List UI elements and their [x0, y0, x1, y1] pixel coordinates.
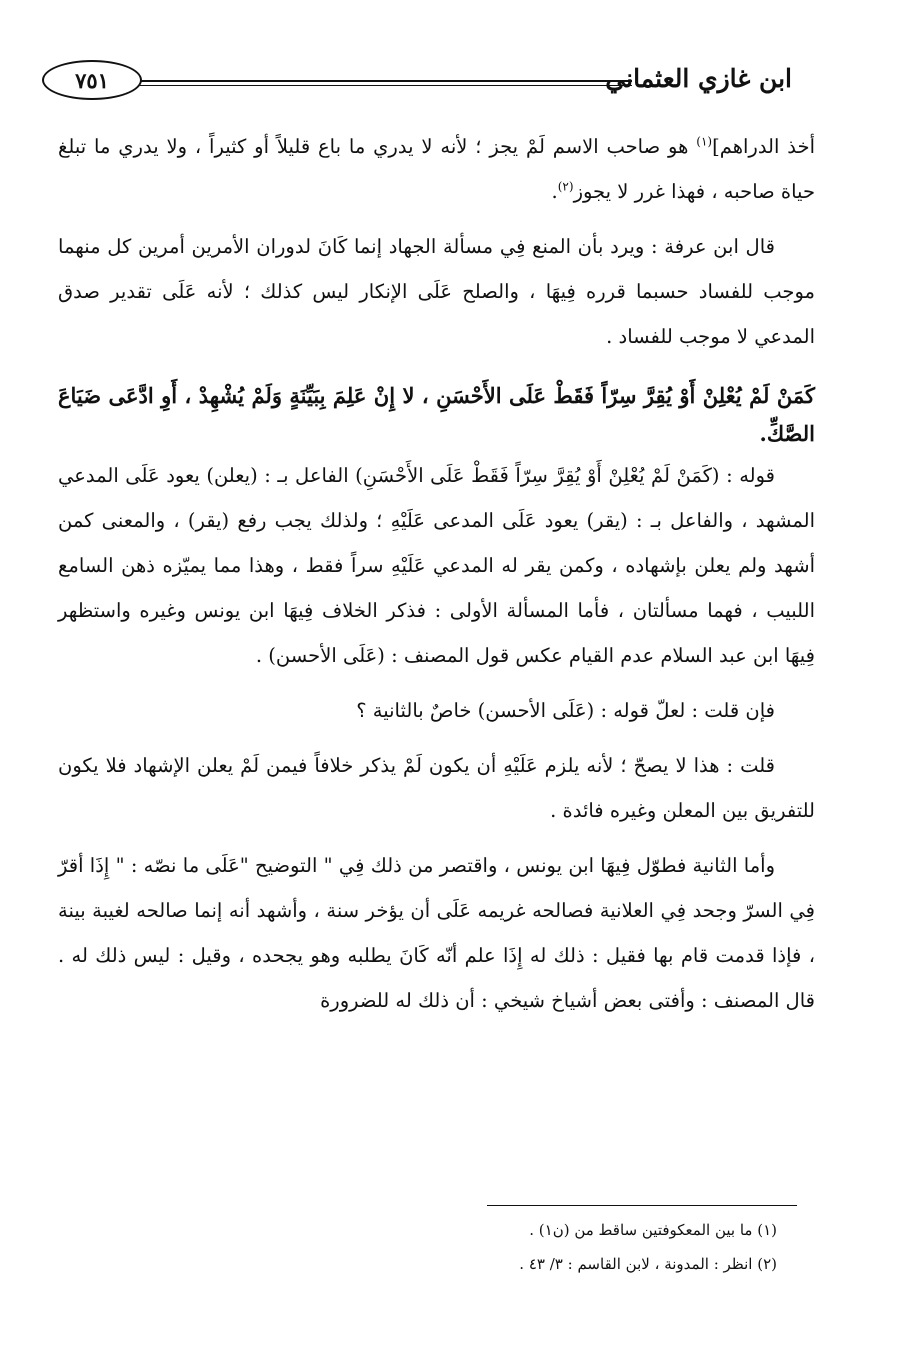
page-number-oval — [42, 60, 142, 100]
page-number: ٧٥١ — [75, 67, 109, 93]
paragraph-1-start: أخذ الدراهم] — [712, 135, 815, 158]
footnote-ref-1[interactable]: (١) — [696, 134, 713, 149]
footnotes — [127, 1213, 777, 1281]
paragraph-1-end: . — [551, 180, 558, 203]
footnote-divider — [487, 1205, 797, 1206]
matn-text: كَمَنْ لَمْ يُعْلِنْ أَوْ يُقِرَّ سِرّاً فَقَطْ عَلَى الأَحْسَنِ ، لا إِنْ عَلِمَ بِبَيِّنَةٍ وَلَمْ يُشْهِدْ ، أَوِ ادَّعَى ضَيَاعَ الصَّكِّ. — [58, 383, 815, 446]
paragraph-4: فإن قلت : لعلّ قوله : (عَلَى الأحسن) خاصٌ بالثانية ؟ — [356, 699, 775, 722]
footnote-1: (١) ما بين المعكوفتين ساقط من (ن١) . — [529, 1221, 777, 1239]
paragraph-6: وأما الثانية فطوّل فِيهَا ابن يونس ، واقتصر من ذلك فِي " التوضيح "عَلَى ما نصّه : " إِذَا أقرّ فِي السرّ وجحد فِي العلانية فصالحه غريمه عَلَى أن يؤخر سنة ، وأشهد أنه إنما صالحه لغيبة بينة ، فإذا قدمت قام بها فقيل : ذلك له إِذَا علم أنّه كَانَ يطلبه وهو يجحده ، وقيل : ليس ذلك له . قال المصنف : وأفتى بعض أشياخ شيخي : أن ذلك له للضرورة — [58, 854, 815, 1012]
running-title: ابن غازي العثماني — [605, 64, 792, 93]
header-rule — [140, 80, 632, 86]
page-header — [40, 60, 792, 106]
footnote-2: (٢) انظر : المدونة ، لابن القاسم : ٣/ ٤٣ . — [519, 1255, 777, 1273]
paragraph-1-text: هو صاحب الاسم لَمْ يجز ؛ لأنه لا يدري ما باع قليلاً أو كثيراً ، ولا يدري ما تبلغ حياة صاحبه ، فهذا غرر لا يجوز — [58, 135, 815, 203]
paragraph-2: قال ابن عرفة : ويرد بأن المنع فِي مسألة الجهاد إنما كَانَ لدوران الأمرين أمرين كل منهما موجب للفساد حسبما قرره فِيهَا ، والصلح عَلَى الإنكار ليس كذلك ؛ لأنه عَلَى تقدير صدق المدعي لا موجب للفساد . — [58, 235, 815, 348]
paragraph-3: قوله : (كَمَنْ لَمْ يُعْلِنْ أَوْ يُقِرَّ سِرّاً فَقَطْ عَلَى الأَحْسَنِ) الفاعل بـ : (يعلن) يعود عَلَى المدعي المشهد ، والفاعل بـ : (يقر) يعود عَلَى المدعى عَلَيْهِ ؛ ولذلك يجب رفع (يقر) ، والمعنى كمن أشهد ولم يعلن بإشهاده ، وكمن يقر له المدعي عَلَيْهِ سراً فقط ، وهذا مما يميّزه ذهن السامع اللبيب ، فهما مسألتان ، فأما المسألة الأولى : فذكر الخلاف فِيهَا ابن يونس وغيره واستظهر فِيهَا ابن عبد السلام عدم القيام عكس قول المصنف : (عَلَى الأحسن) . — [58, 464, 815, 667]
paragraph-5: قلت : هذا لا يصحّ ؛ لأنه يلزم عَلَيْهِ أن يكون لَمْ يذكر خلافاً فيمن لَمْ يعلن الإشهاد فلا يكون للتفريق بين المعلن وغيره فائدة . — [58, 754, 815, 822]
footnote-ref-2[interactable]: (٢) — [557, 179, 574, 194]
body-text — [58, 124, 815, 1033]
paragraph-1 — [58, 124, 815, 214]
